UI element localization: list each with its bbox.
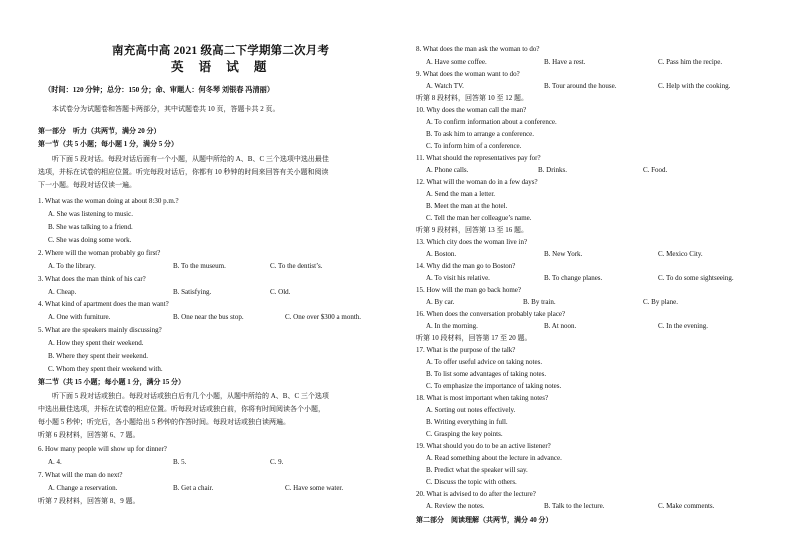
- q4-option-c[interactable]: C. One over $300 a month.: [285, 313, 362, 321]
- section2-heading: 第二节（共 15 小题；每小题 1 分，满分 15 分）: [38, 378, 185, 386]
- q8-option-a[interactable]: A. Have some coffee.: [426, 58, 487, 66]
- q2-option-c[interactable]: C. To the dentist’s.: [270, 262, 323, 270]
- section2-instruction: 听下面 5 段对话或独白。每段对话或独白后有几个小题，从题中所给的 A、B、C 三个选项: [52, 392, 329, 400]
- question-13: 13. Which city does the woman live in?: [416, 238, 528, 246]
- question-6: 6. How many people will show up for dinner?: [38, 445, 167, 453]
- q2-option-b[interactable]: B. To the museum.: [173, 262, 226, 270]
- exam-subject: 英 语 试 题: [171, 60, 273, 74]
- q9-option-a[interactable]: A. Watch TV.: [426, 82, 464, 90]
- q17-option-b[interactable]: B. To list some advantages of taking notes.: [426, 370, 547, 378]
- question-1: 1. What was the woman doing at about 8:30 p.m.?: [38, 197, 179, 205]
- q1-option-c[interactable]: C. She was doing some work.: [48, 236, 132, 244]
- q12-option-b[interactable]: B. Meet the man at the hotel.: [426, 202, 508, 210]
- q3-option-b[interactable]: B. Satisfying.: [173, 288, 212, 296]
- question-12: 12. What will the woman do in a few days?: [416, 178, 538, 186]
- question-4: 4. What kind of apartment does the man want?: [38, 300, 169, 308]
- section1-instruction: 下一小题。每段对话仅读一遍。: [38, 181, 136, 189]
- q16-option-b[interactable]: B. At noon.: [544, 322, 577, 330]
- q16-option-c[interactable]: C. In the evening.: [658, 322, 708, 330]
- question-15: 15. How will the man go back home?: [416, 286, 521, 294]
- q6-option-c[interactable]: C. 9.: [270, 458, 284, 466]
- q19-option-b[interactable]: B. Predict what the speaker will say.: [426, 466, 528, 474]
- q10-option-c[interactable]: C. To inform him of a conference.: [426, 142, 522, 150]
- q7-option-c[interactable]: C. Have some water.: [285, 484, 344, 492]
- question-14: 14. Why did the man go to Boston?: [416, 262, 516, 270]
- question-17: 17. What is the purpose of the talk?: [416, 346, 516, 354]
- material-8-note: 听第 8 段材料，回答第 10 至 12 题。: [416, 94, 528, 102]
- q1-option-b[interactable]: B. She was talking to a friend.: [48, 223, 133, 231]
- q18-option-c[interactable]: C. Grasping the key points.: [426, 430, 503, 438]
- q17-option-c[interactable]: C. To emphasize the importance of taking notes.: [426, 382, 562, 390]
- q8-option-b[interactable]: B. Have a rest.: [544, 58, 586, 66]
- material-9-note: 听第 9 段材料，回答第 13 至 16 题。: [416, 226, 528, 234]
- q14-option-a[interactable]: A. To visit his relative.: [426, 274, 490, 282]
- q19-option-c[interactable]: C. Discuss the topic with others.: [426, 478, 517, 486]
- q5-option-b[interactable]: B. Where they spent their weekend.: [48, 352, 148, 360]
- q5-option-a[interactable]: A. How they spent their weekend.: [48, 339, 144, 347]
- exam-intro: 本试卷分为试题卷和答题卡两部分，其中试题卷共 10 页，答题卡共 2 页。: [52, 105, 280, 113]
- question-11: 11. What should the representatives pay for?: [416, 154, 541, 162]
- q7-option-b[interactable]: B. Get a chair.: [173, 484, 214, 492]
- section2-instruction: 中选出最佳选项，并标在试卷的相应位置。听每段对话或独白前，你将有时间阅读各个小题，: [38, 405, 325, 413]
- q10-option-b[interactable]: B. To ask him to arrange a conference.: [426, 130, 535, 138]
- q8-option-c[interactable]: C. Pass him the recipe.: [658, 58, 723, 66]
- exam-meta: （时间：120 分钟；总分：150 分；命、审题人：何冬琴 刘银春 冯清丽）: [44, 86, 275, 94]
- q11-option-c[interactable]: C. Food.: [643, 166, 668, 174]
- q2-option-a[interactable]: A. To the library.: [48, 262, 96, 270]
- q3-option-c[interactable]: C. Old.: [270, 288, 291, 296]
- question-20: 20. What is advised to do after the lecture?: [416, 490, 536, 498]
- q14-option-c[interactable]: C. To do some sightseeing.: [658, 274, 734, 282]
- material-10-note: 听第 10 段材料，回答第 17 至 20 题。: [416, 334, 532, 342]
- q13-option-a[interactable]: A. Boston.: [426, 250, 457, 258]
- q6-option-a[interactable]: A. 4.: [48, 458, 62, 466]
- q14-option-b[interactable]: B. To change planes.: [544, 274, 603, 282]
- q1-option-a[interactable]: A. She was listening to music.: [48, 210, 133, 218]
- q12-option-a[interactable]: A. Send the man a letter.: [426, 190, 496, 198]
- section1-heading: 第一节（共 5 小题；每小题 1 分，满分 5 分）: [38, 140, 178, 148]
- q3-option-a[interactable]: A. Cheap.: [48, 288, 77, 296]
- question-18: 18. What is most important when taking notes?: [416, 394, 549, 402]
- question-7: 7. What will the man do next?: [38, 471, 123, 479]
- q15-option-c[interactable]: C. By plane.: [643, 298, 678, 306]
- q11-option-a[interactable]: A. Phone calls.: [426, 166, 469, 174]
- q16-option-a[interactable]: A. In the morning.: [426, 322, 478, 330]
- q5-option-c[interactable]: C. Whom they spent their weekend with.: [48, 365, 163, 373]
- q20-option-b[interactable]: B. Talk to the lecture.: [544, 502, 605, 510]
- q7-option-a[interactable]: A. Change a reservation.: [48, 484, 118, 492]
- q4-option-b[interactable]: B. One near the bus stop.: [173, 313, 244, 321]
- section1-instruction: 选项，并标在试卷的相应位置。听完每段对话后，你都有 10 秒钟的时间来回答有关小题和阅读: [38, 168, 329, 176]
- q17-option-a[interactable]: A. To offer useful advice on taking notes.: [426, 358, 543, 366]
- q18-option-b[interactable]: B. Writing everything in full.: [426, 418, 508, 426]
- q20-option-c[interactable]: C. Make comments.: [658, 502, 715, 510]
- question-5: 5. What are the speakers mainly discussing?: [38, 326, 162, 334]
- q19-option-a[interactable]: A. Read something about the lecture in advance.: [426, 454, 562, 462]
- question-8: 8. What does the man ask the woman to do?: [416, 45, 540, 53]
- q9-option-b[interactable]: B. Tour around the house.: [544, 82, 617, 90]
- question-10: 10. Why does the woman call the man?: [416, 106, 527, 114]
- material-6-note: 听第 6 段材料，回答第 6、7 题。: [38, 431, 140, 439]
- part1-heading: 第一部分 听力（共两节，满分 20 分）: [38, 127, 161, 135]
- q18-option-a[interactable]: A. Sorting out notes effectively.: [426, 406, 516, 414]
- section1-instruction: 听下面 5 段对话。每段对话后面有一个小题，从题中所给的 A、B、C 三个选项中选出最佳: [52, 155, 329, 163]
- q11-option-b[interactable]: B. Drinks.: [538, 166, 567, 174]
- q10-option-a[interactable]: A. To confirm information about a conference.: [426, 118, 557, 126]
- question-16: 16. When does the conversation probably take place?: [416, 310, 566, 318]
- q15-option-b[interactable]: B. By train.: [523, 298, 556, 306]
- q20-option-a[interactable]: A. Review the notes.: [426, 502, 485, 510]
- q6-option-b[interactable]: B. 5.: [173, 458, 187, 466]
- q4-option-a[interactable]: A. One with furniture.: [48, 313, 111, 321]
- question-2: 2. Where will the woman probably go first?: [38, 249, 161, 257]
- q15-option-a[interactable]: A. By car.: [426, 298, 455, 306]
- q13-option-c[interactable]: C. Mexico City.: [658, 250, 703, 258]
- question-19: 19. What should you do to be an active listener?: [416, 442, 551, 450]
- exam-title: 南充高中高 2021 级高二下学期第二次月考: [112, 45, 330, 57]
- question-3: 3. What does the man think of his car?: [38, 275, 146, 283]
- q13-option-b[interactable]: B. New York.: [544, 250, 583, 258]
- q12-option-c[interactable]: C. Tell the man her colleague’s name.: [426, 214, 532, 222]
- section2-instruction: 每小题 5 秒钟；听完后，各小题给出 5 秒钟的作答时间。每段对话或独白读两遍。: [38, 418, 290, 426]
- material-7-note: 听第 7 段材料，回答第 8、9 题。: [38, 497, 140, 505]
- question-9: 9. What does the woman want to do?: [416, 70, 520, 78]
- part2-heading: 第二部分 阅读理解（共两节，满分 40 分）: [416, 516, 553, 524]
- q9-option-c[interactable]: C. Help with the cooking.: [658, 82, 731, 90]
